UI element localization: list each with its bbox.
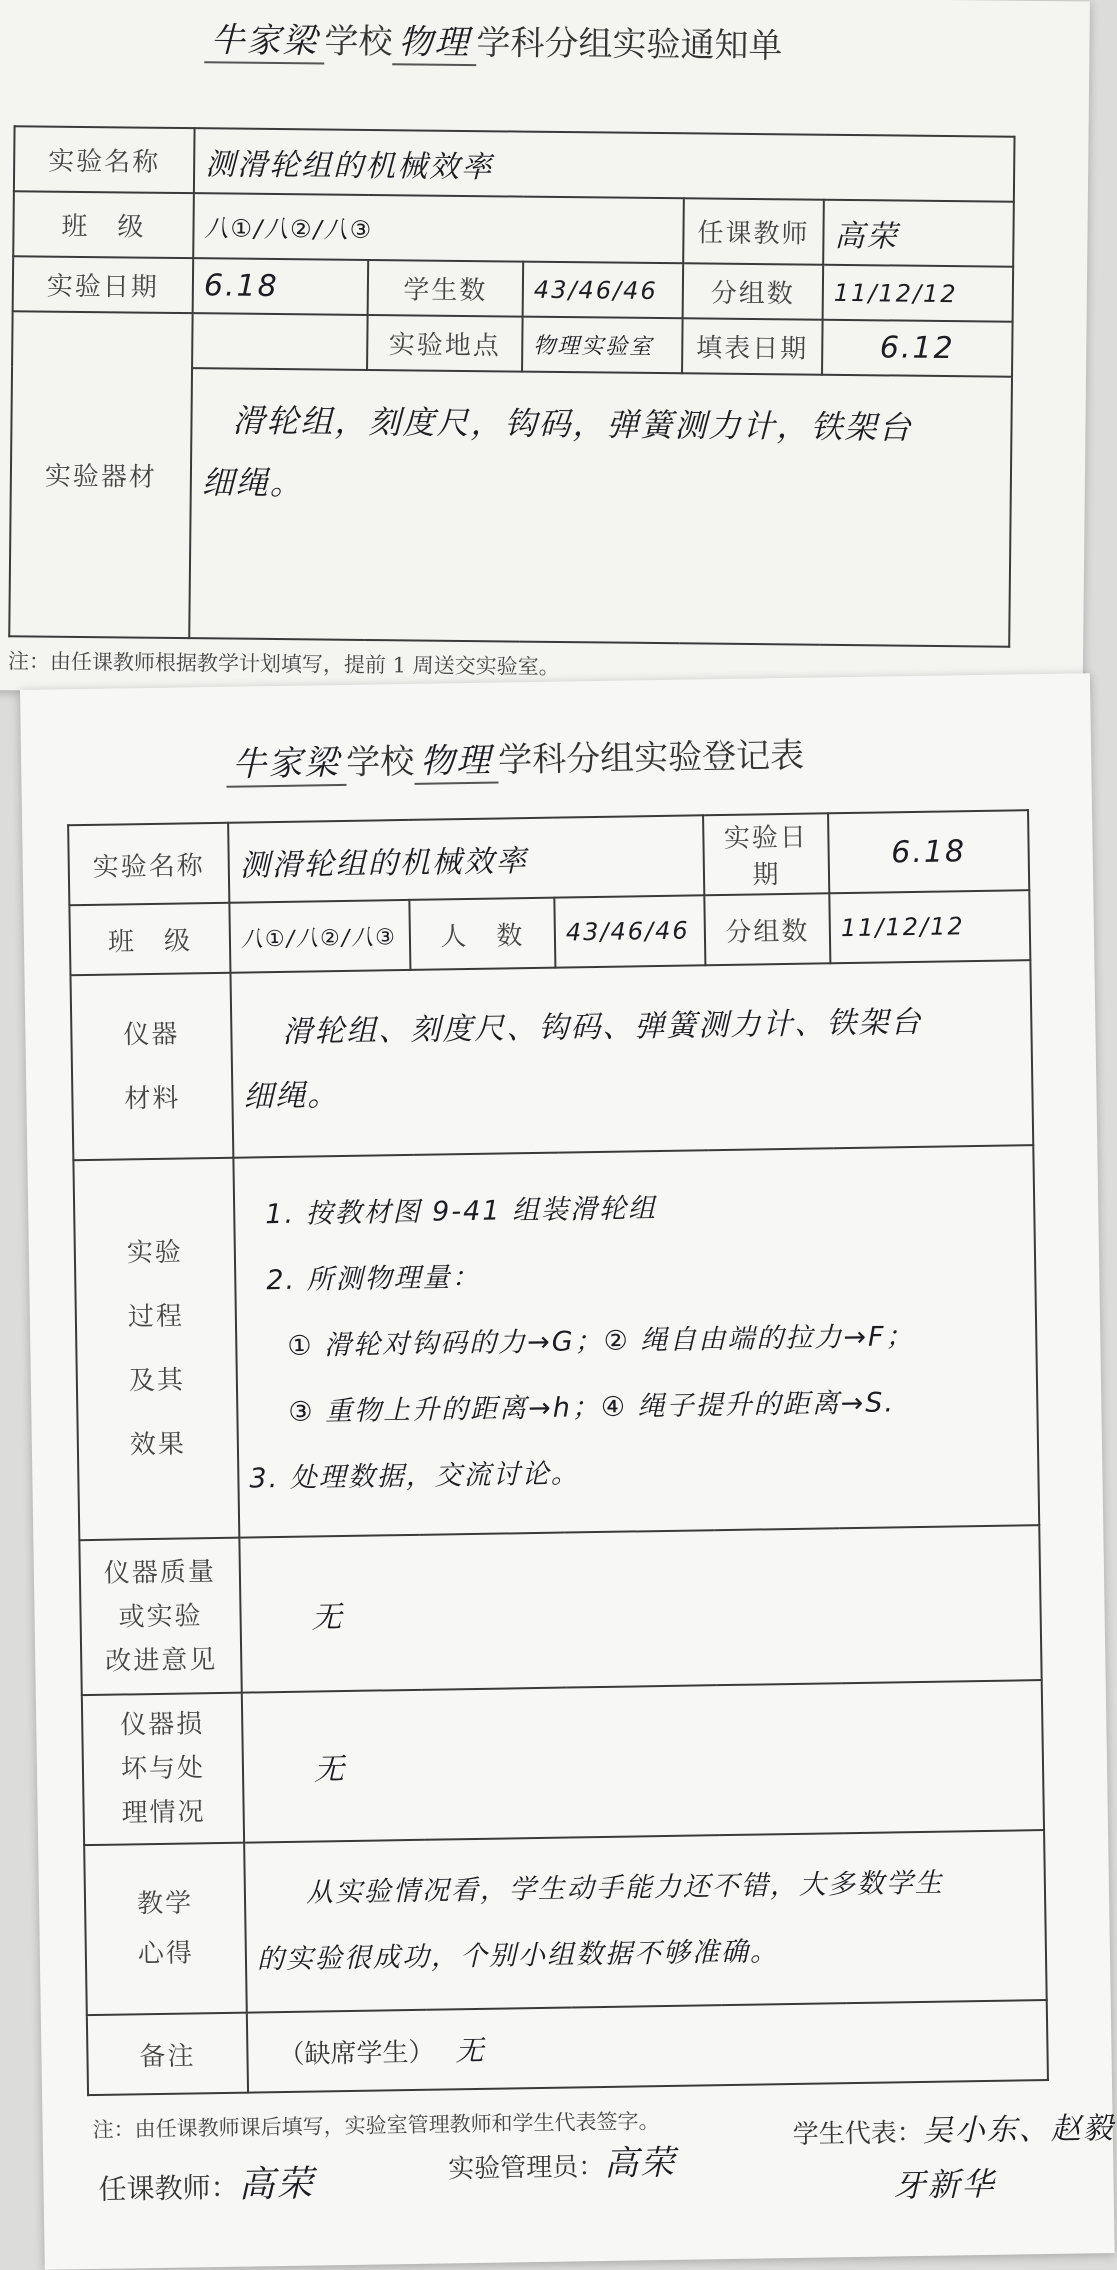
- register-label-materials-2: 材料: [124, 1083, 181, 1114]
- notice-teacher: 高荣: [823, 200, 1014, 267]
- register-title-pre: 学校: [345, 741, 415, 783]
- register-teaching: [244, 1830, 1047, 2013]
- register-label-groups: 分组数: [704, 893, 830, 965]
- register-remarks-absent-label: （缺席学生）: [278, 2037, 435, 2071]
- register-label-damage-2: 坏与处: [120, 1753, 206, 1785]
- register-label-damage-3: 理情况: [121, 1797, 206, 1829]
- register-process-2: 2. 所测物理量：: [266, 1261, 481, 1297]
- register-process-4: ③ 重物上升的距离→h；④ 绳子提升的距离→S.: [288, 1387, 896, 1428]
- notice-label-location: 实验地点: [367, 315, 523, 372]
- register-label-quality-3: 改进意见: [105, 1644, 218, 1677]
- register-table: [67, 809, 1049, 2096]
- register-label-quality-2: 或实验: [118, 1600, 203, 1633]
- register-sheet: [20, 673, 1115, 2270]
- notice-date: 6.18: [193, 258, 369, 315]
- register-label-teaching-2: 心得: [137, 1938, 195, 1970]
- register-quality: 无: [239, 1525, 1041, 1693]
- notice-equipment-line2: 细绳。: [201, 463, 305, 503]
- teacher-signature: [98, 2156, 315, 2210]
- register-process-5: 3. 处理数据，交流讨论。: [249, 1458, 580, 1495]
- register-label-quality: [79, 1538, 241, 1695]
- notice-equipment: [189, 368, 1012, 647]
- register-label-count: 人 数: [409, 898, 555, 970]
- register-label-quality-1: 仪器质量: [103, 1556, 217, 1589]
- notice-label-students: 学生数: [368, 260, 524, 317]
- register-label-class: 班 级: [69, 903, 230, 976]
- register-remarks-value: 无: [455, 2033, 486, 2068]
- notice-title-post: 学科分组实验通知单: [476, 23, 783, 67]
- register-label-process-2: 过程: [127, 1301, 185, 1333]
- register-label-damage: [82, 1693, 244, 1845]
- notice-location: 物理实验室: [522, 317, 683, 374]
- register-count: 43/46/46: [554, 895, 705, 967]
- notice-title-pre: 学校: [324, 21, 393, 63]
- notice-school-name: 牛家梁: [204, 12, 325, 64]
- register-materials-line1: 滑轮组、刻度尺、钩码、弹簧测力计、铁架台: [282, 1004, 923, 1050]
- notice-exp-name: 测滑轮组的机械效率: [194, 128, 1015, 202]
- notice-label-teacher: 任课教师: [683, 198, 824, 264]
- register-label-process-3: 及其: [128, 1365, 186, 1397]
- notice-fill-date: 6.12: [822, 320, 1013, 377]
- notice-label-date: 实验日期: [13, 256, 194, 313]
- student-signature: [792, 2103, 1116, 2208]
- register-label-teaching: [84, 1843, 247, 2015]
- register-label-teaching-1: 教学: [136, 1888, 194, 1920]
- notice-students: 43/46/46: [523, 262, 684, 319]
- notice-groups: 11/12/12: [823, 265, 1014, 322]
- notice-label-class: 班 级: [13, 191, 194, 258]
- notice-class: 八①/八②/八③: [193, 193, 684, 263]
- admin-signature-value: 高荣: [603, 2142, 677, 2185]
- register-label-date: 实验日期: [703, 813, 829, 895]
- student-signature-label: 学生代表：: [792, 2117, 924, 2151]
- register-process: [233, 1145, 1039, 1538]
- register-teaching-line2: 的实验很成功，个别小组数据不够准确。: [256, 1936, 780, 1976]
- notice-footnote: 注：由任课教师根据教学计划填写，提前 1 周送交实验室。: [7, 649, 560, 680]
- register-remarks: [247, 2000, 1048, 2093]
- notice-label-groups: 分组数: [683, 263, 824, 319]
- register-label-exp-name: 实验名称: [68, 823, 229, 906]
- register-date: 6.18: [828, 810, 1029, 893]
- register-process-3: ① 滑轮对钩码的力→G；② 绳自由端的拉力→F；: [287, 1321, 915, 1362]
- notice-label-exp-name: 实验名称: [14, 126, 195, 193]
- register-footnote: 注：由任课教师课后填写，实验室管理教师和学生代表签字。: [92, 2109, 660, 2143]
- admin-signature-label: 实验管理员：: [448, 2152, 605, 2185]
- register-exp-name: 测滑轮组的机械效率: [228, 815, 704, 902]
- notice-subject: 物理: [392, 14, 477, 66]
- register-title: [226, 728, 805, 788]
- register-title-post: 学科分组实验登记表: [497, 735, 805, 781]
- notice-sheet: [0, 0, 1090, 701]
- student-signature-value-2: 牙新华: [893, 2164, 996, 2205]
- register-groups: 11/12/12: [829, 890, 1030, 963]
- register-label-process-1: 实验: [126, 1237, 184, 1269]
- notice-equipment-line1: 滑轮组，刻度尺，钩码，弹簧测力计，铁架台: [232, 401, 913, 447]
- notice-label-equipment: 实验器材: [9, 311, 192, 638]
- register-label-materials-1: 仪器: [123, 1019, 180, 1050]
- register-materials-line2: 细绳。: [243, 1077, 340, 1115]
- register-class: 八①/八②/八③: [229, 900, 410, 973]
- register-teaching-line1: 从实验情况看，学生动手能力还不错，大多数学生: [305, 1867, 945, 1909]
- notice-label-fill-date: 填表日期: [682, 318, 823, 374]
- register-subject: 物理: [414, 733, 499, 785]
- register-label-damage-1: 仪器损: [120, 1709, 205, 1741]
- register-label-process-4: 效果: [129, 1429, 187, 1461]
- notice-table: [8, 125, 1015, 647]
- notice-title: [204, 12, 783, 69]
- admin-signature: [448, 2135, 677, 2188]
- teacher-signature-value: 高荣: [238, 2163, 315, 2206]
- register-materials: [230, 960, 1033, 1158]
- teacher-signature-label: 任课教师：: [98, 2170, 239, 2206]
- register-school-name: 牛家梁: [226, 735, 347, 788]
- register-label-remarks: 备注: [87, 2013, 248, 2096]
- student-signature-value-1: 吴小东、赵毅: [922, 2110, 1116, 2149]
- register-process-1: 1. 按教材图 9-41 组装滑轮组: [265, 1193, 658, 1231]
- register-label-materials: [70, 973, 233, 1160]
- register-label-process: [73, 1158, 239, 1540]
- register-damage: 无: [242, 1680, 1044, 1843]
